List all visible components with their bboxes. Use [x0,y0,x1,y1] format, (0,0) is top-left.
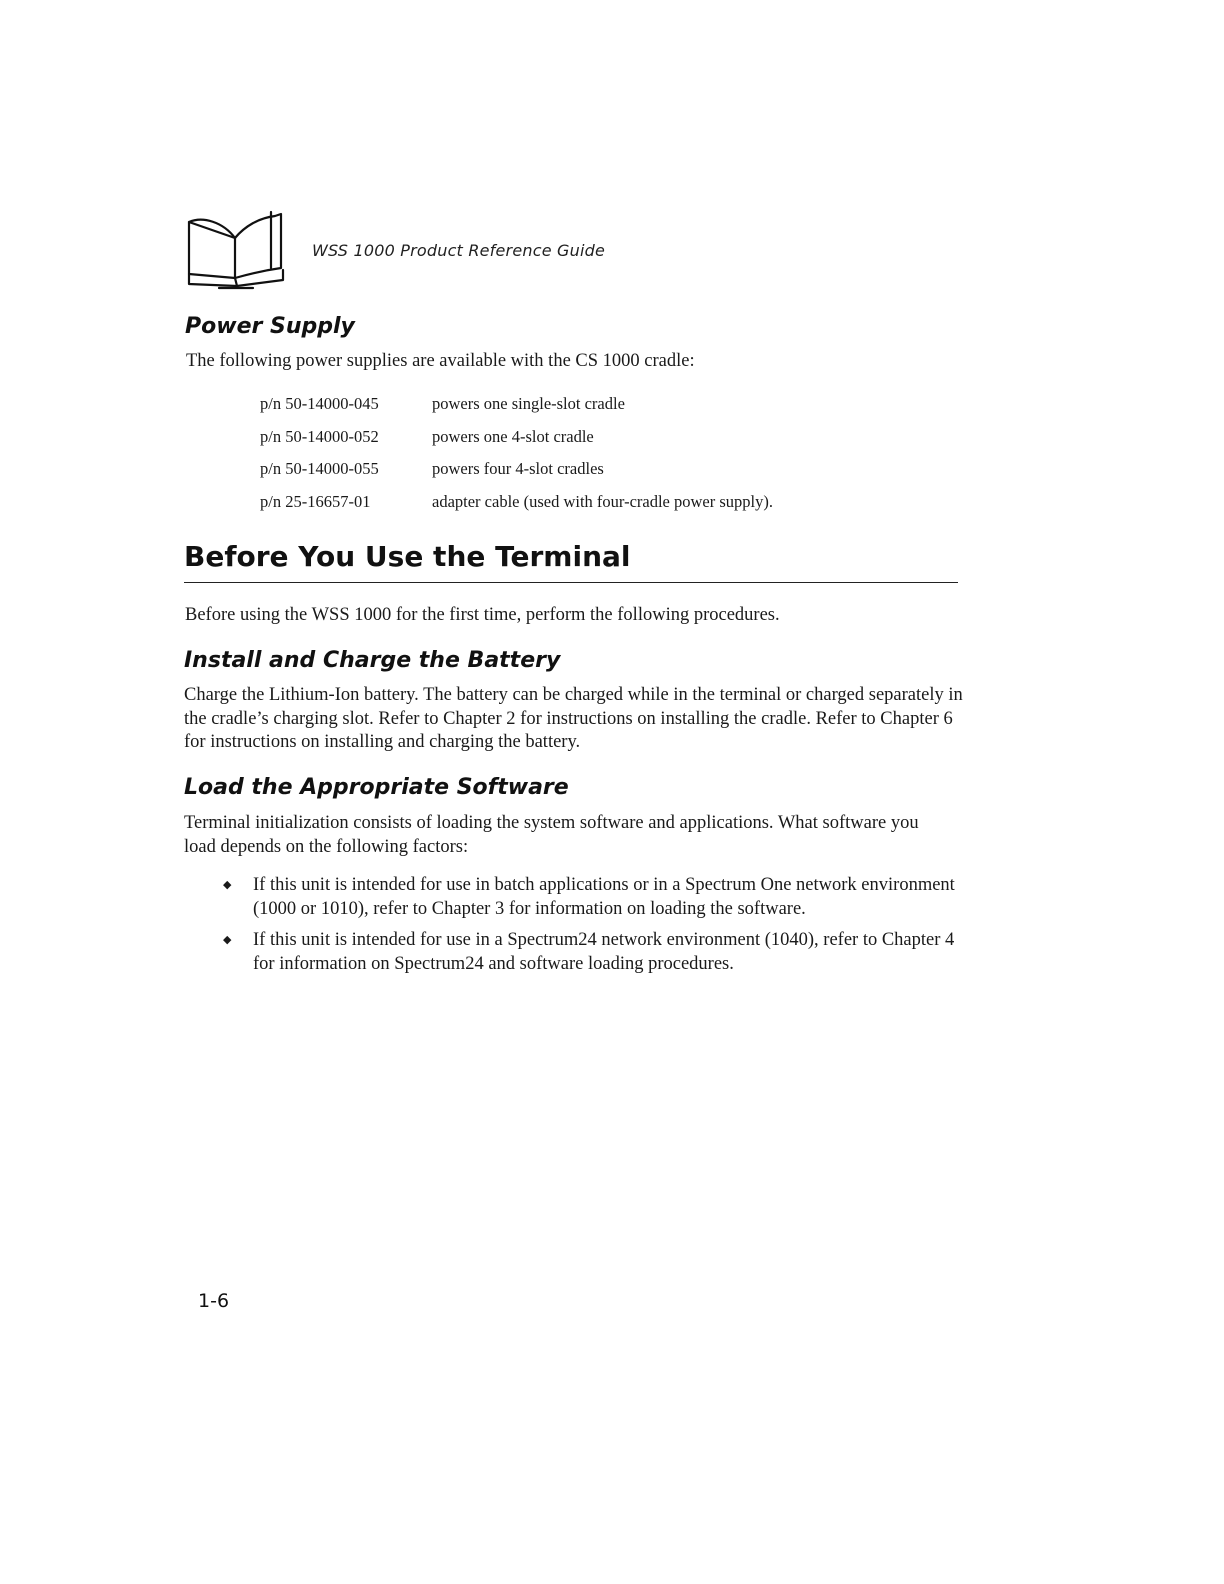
list-item [213,874,973,921]
software-factors-list [213,874,973,984]
part-number: p/n 50-14000-052 [260,426,379,446]
list-item-text: If this unit is intended for use in a Spectrum24 network environment (1040), refer to Chapter 4 for information on Spectrum24 and software loading procedures. [253,930,955,974]
page-number: 1-6 [198,1290,230,1312]
diamond-bullet-icon: ◆ [223,934,232,946]
part-number: p/n 50-14000-045 [260,394,379,413]
power-supply-intro: The following power supplies are available with the CS 1000 cradle: [186,351,695,371]
section-title: Before You Use the Terminal [184,540,631,573]
battery-heading: Install and Charge the Battery [184,648,561,673]
software-heading: Load the Appropriate Software [184,775,569,800]
table-row [260,427,773,460]
part-number: p/n 25-16657-01 [260,491,371,511]
part-description: powers one 4-slot cradle [432,426,594,446]
table-row [260,492,773,525]
power-supply-heading: Power Supply [185,314,355,339]
list-item [213,929,973,976]
battery-body: Charge the Lithium-Ion battery. The battery can be charged while in the terminal or charged separately in the cradle’s charging slot. Refer to Chapter 2 for instructions on installing the cradle. Refer to Chapter 6 for instructions on installing and charging the battery. [184,685,963,752]
section-divider [184,582,958,583]
power-supply-table [260,394,773,524]
table-row [260,394,773,427]
section-intro: Before using the WSS 1000 for the first time, perform the following procedures. [185,605,780,625]
table-row [260,459,773,492]
list-item-text: If this unit is intended for use in batch applications or in a Spectrum One network environment (1000 or 1010), refer to Chapter 3 for information on loading the software. [253,875,955,919]
part-number: p/n 50-14000-055 [260,459,379,478]
diamond-bullet-icon: ◆ [223,879,232,891]
part-description: powers four 4-slot cradles [432,459,604,478]
part-description: powers one single-slot cradle [432,394,625,413]
software-body: Terminal initialization consists of loading the system software and applications. What software you load depends on the following factors: [184,813,919,857]
part-description: adapter cable (used with four-cradle power supply). [432,491,773,511]
book-icon [183,208,291,294]
running-title: WSS 1000 Product Reference Guide [312,241,606,260]
